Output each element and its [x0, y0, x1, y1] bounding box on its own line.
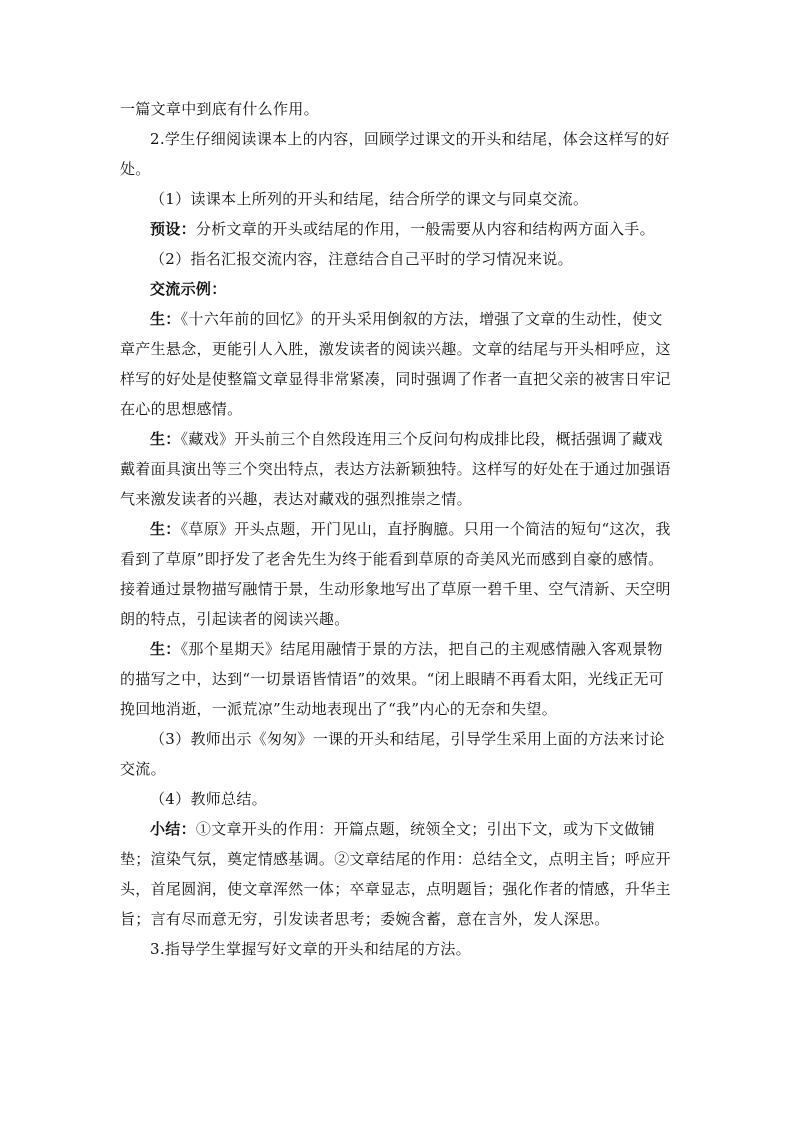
paragraph-text: （3）教师出示《匆匆》一课的开头和结尾，引导学生采用上面的方法来讨论交流。: [120, 730, 665, 778]
paragraph-text: ①文章开头的作用：开篇点题，统领全文；引出下文，或为下文做铺垫；渲染气氛，奠定情感基调。②文章结尾的作用：总结全文，点明主旨；呼应开头，首尾圆润，使文章浑然一体；卒章显志，点明题旨；强化作者的情感，升华主旨；言有尽而意无穷，引发读者思考；委婉含蓄，意在言外，发人深思。: [120, 820, 671, 928]
paragraph-13: [120, 814, 676, 934]
paragraph-10: [120, 634, 676, 724]
document-body: [120, 94, 676, 964]
paragraph-11: [120, 724, 676, 784]
paragraph-8: [120, 424, 676, 514]
paragraph-3: [120, 184, 676, 214]
paragraph-text: 2.学生仔细阅读课本上的内容，回顾学过课文的开头和结尾，体会这样写的好处。: [120, 130, 670, 178]
paragraph-text: 3.指导学生掌握写好文章的开头和结尾的方法。: [150, 940, 471, 958]
paragraph-text: 《那个星期天》结尾用融情于景的方法，把自己的主观感情融入客观景物的描写之中，达到“一切景语皆情语”的效果。“闭上眼睛不再看太阳，光线正无可挽回地消逝，一派荒凉”生动地表现出了“我”内心的无奈和失望。: [120, 640, 665, 718]
paragraph-text: （2）指名汇报交流内容，注意结合自己平时的学习情况来说。: [150, 250, 573, 268]
bold-label: 小结：: [150, 820, 196, 838]
paragraph-text: 一篇文章中到底有什么作用。: [120, 100, 319, 118]
bold-label: 交流示例：: [150, 280, 227, 298]
paragraph-6: [120, 274, 676, 304]
paragraph-text: 《十六年前的回忆》的开头采用倒叙的方法，增强了文章的生动性，使文章产生悬念，更能引人入胜，激发读者的阅读兴趣。文章的结尾与开头相呼应，这样写的好处是使整篇文章显得非常紧凑，同时强调了作者一直把父亲的被害日牢记在心的思想感情。: [120, 310, 671, 418]
paragraph-12: [120, 784, 676, 814]
paragraph-9: [120, 514, 676, 634]
paragraph-text: 《草原》开头点题，开门见山，直抒胸臆。只用一个简洁的短句“这次，我看到了草原”即抒发了老舍先生为终于能看到草原的奇美风光而感到自豪的感情。接着通过景物描写融情于景，生动形象地写出了草原一碧千里、空气清新、天空明朗的特点，引起读者的阅读兴趣。: [120, 520, 671, 628]
paragraph-5: [120, 244, 676, 274]
paragraph-text: （4）教师总结。: [150, 790, 267, 808]
bold-label: 生：: [150, 310, 181, 328]
paragraph-14: [120, 934, 676, 964]
bold-label: 预设：: [150, 220, 196, 238]
paragraph-text: 《藏戏》开头前三个自然段连用三个反问句构成排比段，概括强调了藏戏戴着面具演出等三个突出特点，表达方法新颖独特。这样写的好处在于通过加强语气来激发读者的兴趣，表达对藏戏的强烈推崇之情。: [120, 430, 671, 508]
bold-label: 生：: [150, 520, 181, 538]
bold-label: 生：: [150, 430, 181, 448]
paragraph-text: 分析文章的开头或结尾的作用，一般需要从内容和结构两方面入手。: [195, 220, 655, 238]
paragraph-4: [120, 214, 676, 244]
bold-label: 生：: [150, 640, 181, 658]
paragraph-text: （1）读课本上所列的开头和结尾，结合所学的课文与同桌交流。: [150, 190, 589, 208]
paragraph-2: [120, 124, 676, 184]
paragraph-7: [120, 304, 676, 424]
paragraph-1: [120, 94, 676, 124]
